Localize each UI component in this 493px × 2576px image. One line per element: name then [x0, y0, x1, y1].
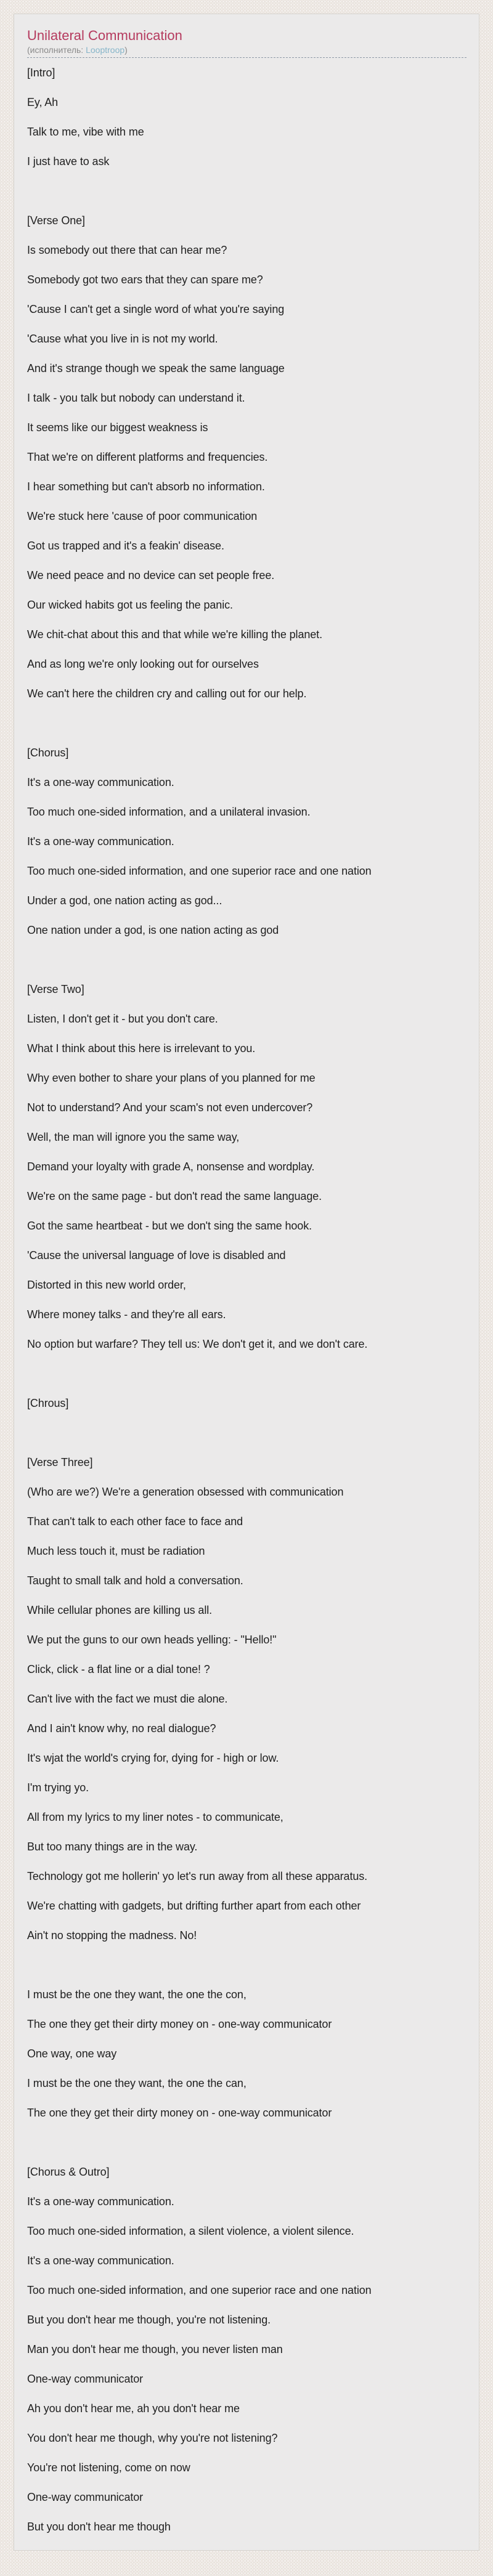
lyric-line: It's a one-way communication.	[27, 2254, 174, 2267]
lyric-line: That can't talk to each other face to face and	[27, 1515, 243, 1528]
lyric-line: The one they get their dirty money on - one-way communicator	[27, 2017, 332, 2030]
lyric-line: I talk - you talk but nobody can understand it.	[27, 391, 245, 404]
artist-line	[27, 46, 467, 58]
lyric-line: It's a one-way communication.	[27, 835, 174, 848]
lyric-line: All from my lyrics to my liner notes - to communicate,	[27, 1810, 283, 1823]
lyric-line: Why even bother to share your plans of you planned for me	[27, 1071, 316, 1084]
lyric-line: Technology got me hollerin' yo let's run away from all these apparatus.	[27, 1869, 368, 1882]
lyric-line: Listen, I don't get it - but you don't care.	[27, 1012, 218, 1025]
lyric-line: But you don't hear me though	[27, 2520, 171, 2533]
lyric-gap	[27, 945, 467, 974]
artist-label: (исполнитель:	[27, 45, 86, 55]
lyric-line: (Who are we?) We're a generation obsessed with communication	[27, 1485, 344, 1498]
page-title: Unilateral Communication	[27, 28, 182, 43]
lyric-line: You're not listening, come on now	[27, 2461, 190, 2474]
lyric-line: You don't hear me though, why you're not listening?	[27, 2431, 278, 2444]
lyric-line: We chit-chat about this and that while we're killing the planet.	[27, 628, 322, 641]
lyric-line: [Verse Two]	[27, 982, 84, 995]
lyric-line: Too much one-sided information, and a unilateral invasion.	[27, 805, 311, 818]
lyric-line: I must be the one they want, the one the can,	[27, 2076, 246, 2089]
lyric-line: It seems like our biggest weakness is	[27, 421, 208, 434]
lyrics-card	[14, 14, 479, 2551]
lyric-gap	[27, 1950, 467, 1980]
lyric-line: We're on the same page - but don't read the same language.	[27, 1189, 322, 1202]
lyric-line: Click, click - a flat line or a dial tone! ?	[27, 1663, 210, 1675]
lyric-line: It's a one-way communication.	[27, 2195, 174, 2208]
lyric-line: Ey, Ah	[27, 95, 59, 108]
lyric-line: Man you don't hear me though, you never listen man	[27, 2343, 283, 2355]
lyric-line: One nation under a god, is one nation acting as god	[27, 923, 279, 936]
lyric-line: 'Cause I can't get a single word of what you're saying	[27, 302, 285, 315]
lyric-line: It's wjat the world's crying for, dying for - high or low.	[27, 1751, 279, 1764]
lyric-line: I must be the one they want, the one the con,	[27, 1988, 246, 2001]
lyric-line: One-way communicator	[27, 2490, 144, 2503]
lyric-line: Under a god, one nation acting as god...	[27, 894, 222, 907]
lyric-line: I'm trying yo.	[27, 1781, 89, 1794]
lyric-line: While cellular phones are killing us all.	[27, 1603, 213, 1616]
lyric-line: Not to understand? And your scam's not even undercover?	[27, 1101, 313, 1114]
lyric-gap	[27, 708, 467, 738]
lyric-line: No option but warfare? They tell us: We don't get it, and we don't care.	[27, 1337, 368, 1350]
lyric-line: And it's strange though we speak the same language	[27, 362, 285, 375]
lyric-line: What I think about this here is irrelevant to you.	[27, 1042, 256, 1055]
lyric-line: Got the same heartbeat - but we don't sing the same hook.	[27, 1219, 312, 1232]
lyric-line: Demand your loyalty with grade A, nonsense and wordplay.	[27, 1160, 315, 1173]
lyric-gap	[27, 176, 467, 206]
lyric-line: Well, the man will ignore you the same way,	[27, 1130, 240, 1143]
artist-link[interactable]: Looptroop	[86, 45, 125, 55]
lyric-line: We need peace and no device can set people free.	[27, 569, 275, 581]
lyric-line: We're stuck here 'cause of poor communication	[27, 509, 258, 522]
lyric-line: Too much one-sided information, and one superior race and one nation	[27, 2283, 372, 2296]
page-background	[0, 14, 493, 2576]
lyric-line: 'Cause the universal language of love is disabled and	[27, 1249, 286, 1262]
lyric-line: [Chorus]	[27, 746, 69, 759]
lyric-line: I hear something but can't absorb no information.	[27, 480, 265, 493]
lyric-line: Got us trapped and it's a feakin' disease.	[27, 539, 224, 552]
lyric-line: It's a one-way communication.	[27, 776, 174, 788]
lyric-line: Our wicked habits got us feeling the panic.	[27, 598, 233, 611]
lyric-gap	[27, 1359, 467, 1388]
lyric-line: Where money talks - and they're all ears.	[27, 1308, 226, 1321]
lyric-line: [Chorus & Outro]	[27, 2165, 110, 2178]
lyric-line: Taught to small talk and hold a conversation.	[27, 1574, 243, 1587]
lyric-line: [Verse One]	[27, 214, 85, 227]
lyrics	[27, 58, 467, 2542]
lyric-line: We're chatting with gadgets, but drifting further apart from each other	[27, 1899, 361, 1912]
lyric-line: Can't live with the fact we must die alone.	[27, 1692, 228, 1705]
lyric-line: But you don't hear me though, you're not listening.	[27, 2313, 271, 2326]
artist-label-suffix: )	[124, 45, 128, 55]
lyric-gap	[27, 1418, 467, 1448]
lyric-line: Ain't no stopping the madness. No!	[27, 1929, 197, 1942]
lyric-line: Too much one-sided information, and one superior race and one nation	[27, 864, 372, 877]
lyric-line: And as long we're only looking out for ourselves	[27, 657, 259, 670]
lyric-gap	[27, 2128, 467, 2157]
lyric-line: Somebody got two ears that they can spare me?	[27, 273, 263, 286]
lyric-line: One-way communicator	[27, 2372, 144, 2385]
lyric-line: We can't here the children cry and calling out for our help.	[27, 687, 307, 700]
lyric-line: [Intro]	[27, 66, 55, 79]
lyric-line: Is somebody out there that can hear me?	[27, 243, 227, 256]
lyric-line: We put the guns to our own heads yelling: - "Hello!"	[27, 1633, 277, 1646]
lyric-line: 'Cause what you live in is not my world.	[27, 332, 218, 345]
lyric-line: [Chrous]	[27, 1396, 69, 1409]
lyric-line: Distorted in this new world order,	[27, 1278, 186, 1291]
lyric-line: But too many things are in the way.	[27, 1840, 198, 1853]
lyric-line: One way, one way	[27, 2047, 117, 2060]
lyric-line: Ah you don't hear me, ah you don't hear me	[27, 2402, 240, 2415]
lyric-line: That we're on different platforms and frequencies.	[27, 450, 268, 463]
lyric-line: I just have to ask	[27, 155, 110, 168]
lyric-line: Talk to me, vibe with me	[27, 125, 144, 138]
lyric-line: The one they get their dirty money on - one-way communicator	[27, 2106, 332, 2119]
lyric-line: Too much one-sided information, a silent violence, a violent silence.	[27, 2224, 354, 2237]
lyric-line: [Verse Three]	[27, 1456, 93, 1468]
lyric-line: And I ain't know why, no real dialogue?	[27, 1722, 216, 1735]
lyric-line: Much less touch it, must be radiation	[27, 1544, 205, 1557]
